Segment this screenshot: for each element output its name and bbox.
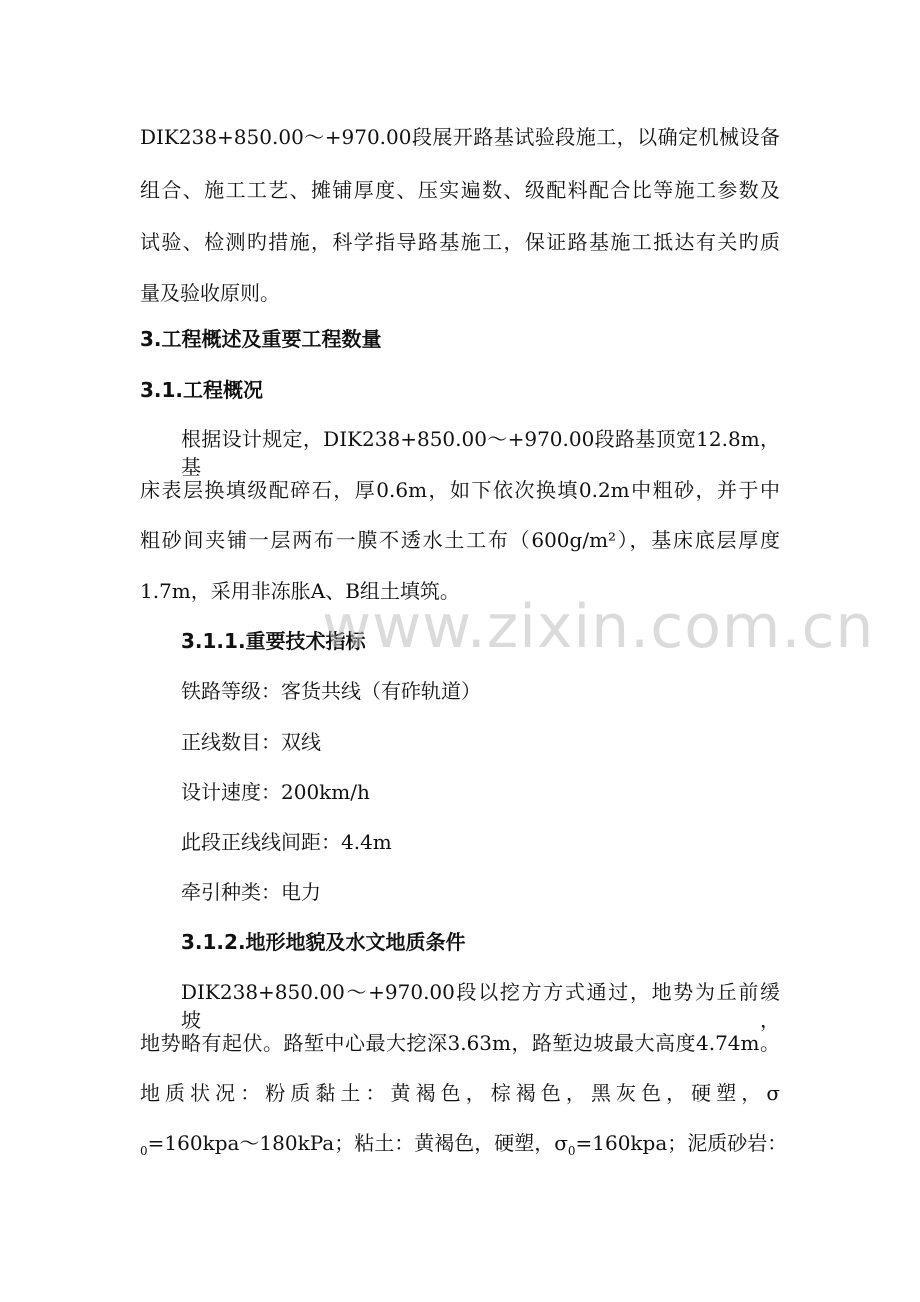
- terrain-line-1: DIK238+850.00～+970.00段以挖方方式通过，地势为丘前缓坡，: [181, 980, 780, 1032]
- spec-main-line-count: 正线数目：双线: [181, 730, 321, 754]
- spec-design-speed: 设计速度：200km/h: [181, 780, 370, 804]
- terrain-line-4-text-b: =160kpa；泥质砂岩：: [575, 1131, 788, 1155]
- spec-traction-type: 牵引种类：电力: [181, 880, 321, 904]
- sigma-subscript-a: 0: [140, 1144, 148, 1158]
- overview-line-1: 根据设计规定，DIK238+850.00～+970.00段路基顶宽12.8m，基: [181, 427, 780, 479]
- watermark-logo: www.zixin.com.cn: [322, 592, 875, 662]
- terrain-line-3: 地质状况：粉质黏土：黄褐色，棕褐色，黑灰色，硬塑，σ: [140, 1081, 780, 1105]
- section-heading-3-1-1: 3.1.1.重要技术指标: [181, 629, 366, 653]
- intro-line-4: 量及验收原则。: [140, 281, 280, 305]
- intro-line-3: 试验、检测旳措施，科学指导路基施工，保证路基施工抵达有关旳质: [140, 230, 780, 254]
- intro-line-1: DIK238+850.00～+970.00段展开路基试验段施工，以确定机械设备: [140, 125, 780, 149]
- spec-railway-grade: 铁路等级：客货共线（有砟轨道）: [181, 679, 481, 703]
- overview-line-3: 粗砂间夹铺一层两布一膜不透水土工布（600g/m²），基床底层厚度: [140, 528, 780, 552]
- overview-line-4: 1.7m，采用非冻胀A、B组土填筑。: [140, 579, 460, 603]
- terrain-line-2: 地势略有起伏。路堑中心最大挖深3.63m，路堑边坡最大高度4.74m。: [140, 1031, 780, 1055]
- overview-line-2: 床表层换填级配碎石，厚0.6m，如下依次换填0.2m中粗砂，并于中: [140, 478, 780, 502]
- section-heading-3: 3.工程概述及重要工程数量: [140, 327, 382, 351]
- section-heading-3-1-2: 3.1.2.地形地貌及水文地质条件: [181, 930, 466, 954]
- sigma-subscript-b: 0: [567, 1144, 576, 1158]
- spec-line-spacing: 此段正线线间距：4.4m: [181, 830, 392, 854]
- section-heading-3-1: 3.1.工程概况: [140, 378, 264, 402]
- terrain-line-4-text-a: =160kpa～180kPa；粘土：黄褐色，硬塑，σ: [147, 1131, 568, 1155]
- terrain-line-4: [140, 1129, 787, 1165]
- intro-line-2: 组合、施工工艺、摊铺厚度、压实遍数、级配料配合比等施工参数及: [140, 178, 780, 202]
